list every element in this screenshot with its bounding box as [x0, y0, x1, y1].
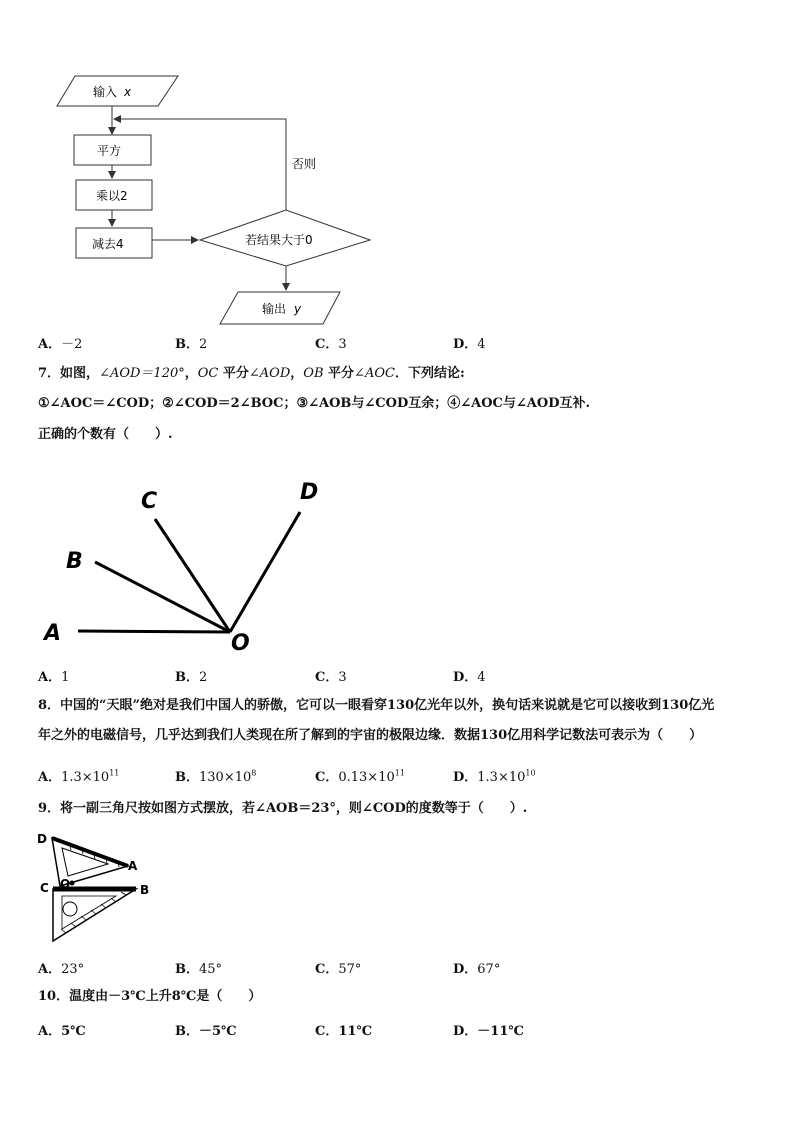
q7-stem-e: 平分	[218, 366, 249, 381]
q7-question: 正确的个数有（ ）.	[38, 427, 173, 442]
q8-number: 8．	[38, 698, 61, 713]
q7-angle-figure	[0, 470, 794, 660]
q9-stem	[38, 801, 527, 817]
label-o: O	[231, 631, 250, 656]
q7-stem-h: OB	[303, 366, 324, 381]
q7-stem-k: ．下列结论:	[394, 366, 465, 381]
q7-stem-b: ∠AOD＝120°	[99, 366, 185, 381]
q8-stem-line1	[38, 698, 714, 714]
q10-number: 10．	[38, 989, 70, 1004]
q7-number: 7．	[38, 366, 61, 381]
q9-option-d[interactable]: D．67°	[453, 962, 501, 977]
q8-option-b[interactable]: B．$130\times 10^8$	[175, 768, 257, 785]
label-b: B	[140, 883, 150, 897]
q6-option-c[interactable]: C．3	[315, 337, 347, 352]
label-d: D	[300, 480, 319, 505]
q7-stem-g: ，	[290, 366, 304, 381]
step-square-label: 平方	[97, 144, 122, 158]
input-var: x	[124, 85, 132, 99]
q7-stem-j: ∠AOC	[354, 366, 395, 381]
q9-option-c[interactable]: C．57°	[315, 962, 362, 977]
q8-option-a[interactable]: A．$1.3\times 10^{11}$	[38, 768, 120, 785]
q10-option-b[interactable]: B．－5℃	[175, 1024, 237, 1039]
q7-stem-c: ，	[184, 366, 198, 381]
q7-stem	[38, 366, 465, 382]
label-o: O	[60, 877, 71, 891]
ray-ob	[95, 562, 230, 632]
q7-option-b[interactable]: B．2	[175, 670, 208, 685]
q7-option-c[interactable]: C．3	[315, 670, 347, 685]
q10-option-d[interactable]: D．－11℃	[453, 1024, 524, 1039]
q7-stem-d: OC	[197, 366, 219, 381]
input-box	[57, 76, 178, 106]
label-d: D	[37, 832, 47, 846]
q9-option-a[interactable]: A．23°	[38, 962, 85, 977]
q9-number: 9．	[38, 801, 61, 816]
label-a: A	[44, 621, 62, 646]
condition-label: 若结果大于0	[245, 233, 313, 247]
q10-option-c[interactable]: C．11℃	[315, 1024, 373, 1039]
input-label: 输入	[93, 85, 118, 99]
step-double-label: 乘以2	[96, 189, 128, 203]
q8-option-c[interactable]: C．$0.13\times 10^{11}$	[315, 768, 405, 785]
q8-option-d[interactable]: D．$1.3\times 10^{10}$	[453, 768, 536, 785]
ray-oa	[78, 631, 230, 632]
ray-od	[230, 512, 300, 632]
ray-oc	[155, 519, 230, 632]
lower-set-square	[53, 889, 136, 941]
q10-stem-text: 温度由－3℃上升8℃是（ ）	[69, 989, 262, 1004]
step-minus-label: 减去4	[92, 237, 124, 251]
label-a: A	[128, 859, 138, 873]
else-label: 否则	[292, 157, 317, 171]
q7-stem-a: 如图，	[60, 366, 100, 381]
q8-stem-line2: 年之外的电磁信号，几乎达到我们人类现在所了解到的宇宙的极限边缘．数据130亿用科学记数法可表示为（ ）	[38, 728, 703, 743]
q6-option-d[interactable]: D．4	[453, 337, 486, 352]
q7-option-d[interactable]: D．4	[453, 670, 486, 685]
q8-line1-text: 中国的“天眼”绝对是我们中国人的骄傲，它可以一眼看穿130亿光年以外，换句话来说就是它可以接收到130亿光	[60, 698, 715, 713]
q7-stem-i: 平分	[323, 366, 355, 381]
q7-conclusions: ①∠AOC＝∠COD；②∠COD＝2∠BOC；③∠AOB与∠COD互余；④∠AOC与∠AOD互补.	[38, 396, 591, 411]
q10-stem	[38, 989, 261, 1005]
label-b: B	[66, 549, 83, 574]
q9-option-b[interactable]: B．45°	[175, 962, 223, 977]
q6-option-b[interactable]: B．2	[175, 337, 208, 352]
label-c: C	[40, 881, 49, 895]
output-var: y	[294, 302, 302, 316]
label-c: C	[141, 489, 158, 514]
output-label: 输出	[262, 302, 287, 316]
q7-stem-f: ∠AOD	[248, 366, 291, 381]
q9-stem-text: 将一副三角尺按如图方式摆放，若∠AOB＝23°，则∠COD的度数等于（ ）.	[60, 801, 528, 816]
q7-option-a[interactable]: A．1	[38, 670, 70, 685]
q6-option-a[interactable]: A．－2	[38, 337, 83, 352]
q10-option-a[interactable]: A．5℃	[38, 1024, 86, 1039]
q9-triangle-figure	[0, 826, 794, 950]
flowchart-figure	[0, 0, 794, 340]
